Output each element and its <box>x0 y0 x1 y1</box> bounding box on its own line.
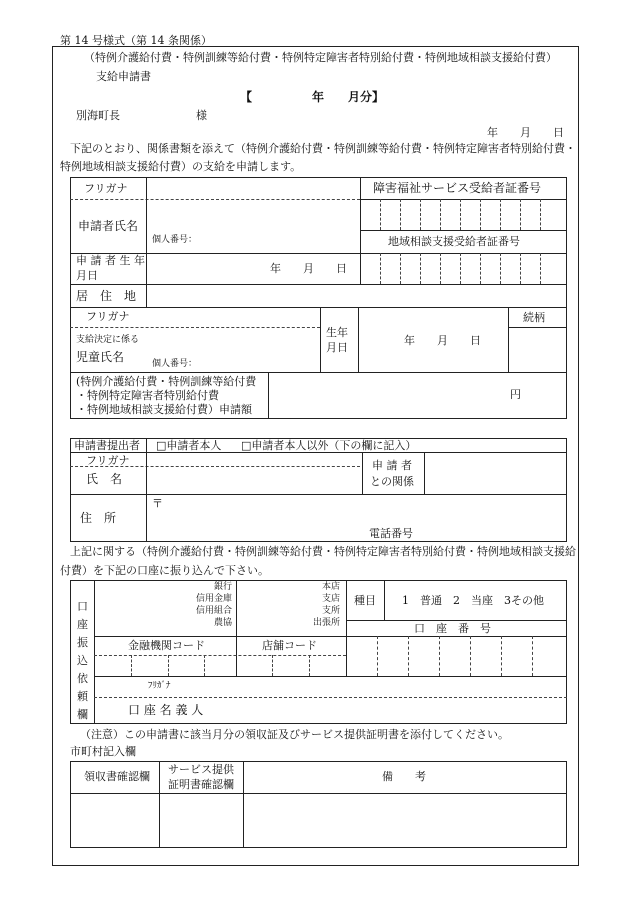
amount-label-2: ・特例特定障害者特別給付費 <box>76 389 219 402</box>
applicant-name-label: 申請者氏名 <box>78 219 139 233</box>
option-other[interactable]: □申請者本人以外（下の欄に記入） <box>241 439 417 452</box>
addressee: 別海町長 <box>76 109 120 122</box>
service-cert-label-1: サービス提供 <box>168 763 234 776</box>
bank-type-3: 信用組合 <box>196 606 233 616</box>
bank-type-1: 銀行 <box>214 582 233 592</box>
bank-intro-2: 付費）を下記の口座に振り込んで下さい。 <box>60 564 269 577</box>
submitter-name-label: 氏 名 <box>86 472 123 486</box>
disability-cert-label: 障害福祉サービス受給者証番号 <box>373 181 542 195</box>
address-label: 居 住 地 <box>76 289 137 303</box>
bank-side-label: 口座振込依頼欄 <box>77 600 88 721</box>
account-holder-label: 口 座 名 義 人 <box>128 703 204 717</box>
regional-cert-label: 地域相談支援受給者証番号 <box>388 235 520 248</box>
amount-label-3: ・特例地域相談支援給付費）申請額 <box>76 403 252 416</box>
submitter-label: 申請書提出者 <box>74 439 140 452</box>
application-date[interactable]: 年 月 日 <box>487 126 564 139</box>
phone-label: 電話番号 <box>369 527 413 540</box>
applicant-birth-value[interactable]: 年 月 日 <box>270 262 347 275</box>
child-label-1: 支給決定に係る <box>76 335 140 345</box>
honorific: 様 <box>196 109 207 122</box>
institution-code-label: 金融機関コード <box>128 639 205 652</box>
form-subtitle: （特例介護給付費・特例訓練等給付費・特例特定障害者特別給付費・特例地域相談支援給付費） <box>84 51 557 64</box>
amount-label-1: (特例介護給付費・特例訓練等給付費 <box>76 375 257 388</box>
form-number: 第 14 号様式（第 14 条関係） <box>60 34 212 47</box>
child-birth-value[interactable]: 年 月 日 <box>404 334 481 347</box>
account-kind-label: 種目 <box>354 594 376 607</box>
postal-mark: 〒 <box>152 497 163 510</box>
relation-label-2: との関係 <box>370 475 414 488</box>
bank-type-4: 農協 <box>214 618 233 628</box>
child-birth-label-1: 生年 <box>326 326 348 339</box>
child-label-2: 児童氏名 <box>76 350 125 364</box>
option-self[interactable]: □申請者本人 <box>156 439 222 452</box>
child-personal-number-label: 個人番号： <box>152 359 198 369</box>
municipal-heading: 市町村記入欄 <box>70 745 136 758</box>
account-kind-options[interactable]: 1 普通 2 当座 3その他 <box>402 594 544 607</box>
branch-type-3: 支所 <box>322 606 341 616</box>
child-birth-label-2: 月日 <box>326 341 348 354</box>
branch-code-label: 店舗コード <box>262 639 317 652</box>
target-month: 【 年 月分】 <box>240 90 385 104</box>
remarks-label: 備 考 <box>382 770 426 783</box>
applicant-furigana-label: フリガナ <box>84 182 128 195</box>
bank-intro-1: 上記に関する（特例介護給付費・特例訓練等給付費・特例特定障害者特別給付費・特例地域相談支援給 <box>70 545 576 558</box>
branch-type-2: 支店 <box>322 594 341 604</box>
submitter-furigana-label: フリガナ <box>86 454 130 467</box>
account-number-label: 口 座 番 号 <box>414 622 491 635</box>
relation-label-1: 申 請 者 <box>372 459 412 472</box>
child-furigana-label: フリガナ <box>86 310 130 323</box>
intro-line-2: 特例地域相談支援給付費）の支給を申請します。 <box>60 160 302 173</box>
personal-number-label: 個人番号： <box>152 235 198 245</box>
birth-label-2: 月日 <box>76 269 98 282</box>
relationship-label: 続柄 <box>523 311 545 324</box>
yen-label: 円 <box>510 388 521 401</box>
form-title: 支給申請書 <box>96 70 151 83</box>
branch-type-1: 本店 <box>322 582 341 592</box>
branch-type-4: 出張所 <box>313 618 341 628</box>
birth-label-1: 申 請 者 生 年 <box>76 254 145 267</box>
note-text: （注意）この申請書に該当月分の領収証及びサービス提供証明書を添付してください。 <box>80 728 509 741</box>
submitter-table <box>70 438 567 542</box>
intro-line-1: 下記のとおり、関係書類を添えて（特例介護給付費・特例訓練等給付費・特例特定障害者特別給付費・ <box>70 142 576 155</box>
submitter-address-label: 住 所 <box>80 511 117 525</box>
bank-type-2: 信用金庫 <box>196 594 233 604</box>
holder-furigana-label: ﾌﾘｶﾞﾅ <box>148 681 171 691</box>
service-cert-label-2: 証明書確認欄 <box>168 778 234 791</box>
receipt-check-label: 領収書確認欄 <box>84 770 150 783</box>
